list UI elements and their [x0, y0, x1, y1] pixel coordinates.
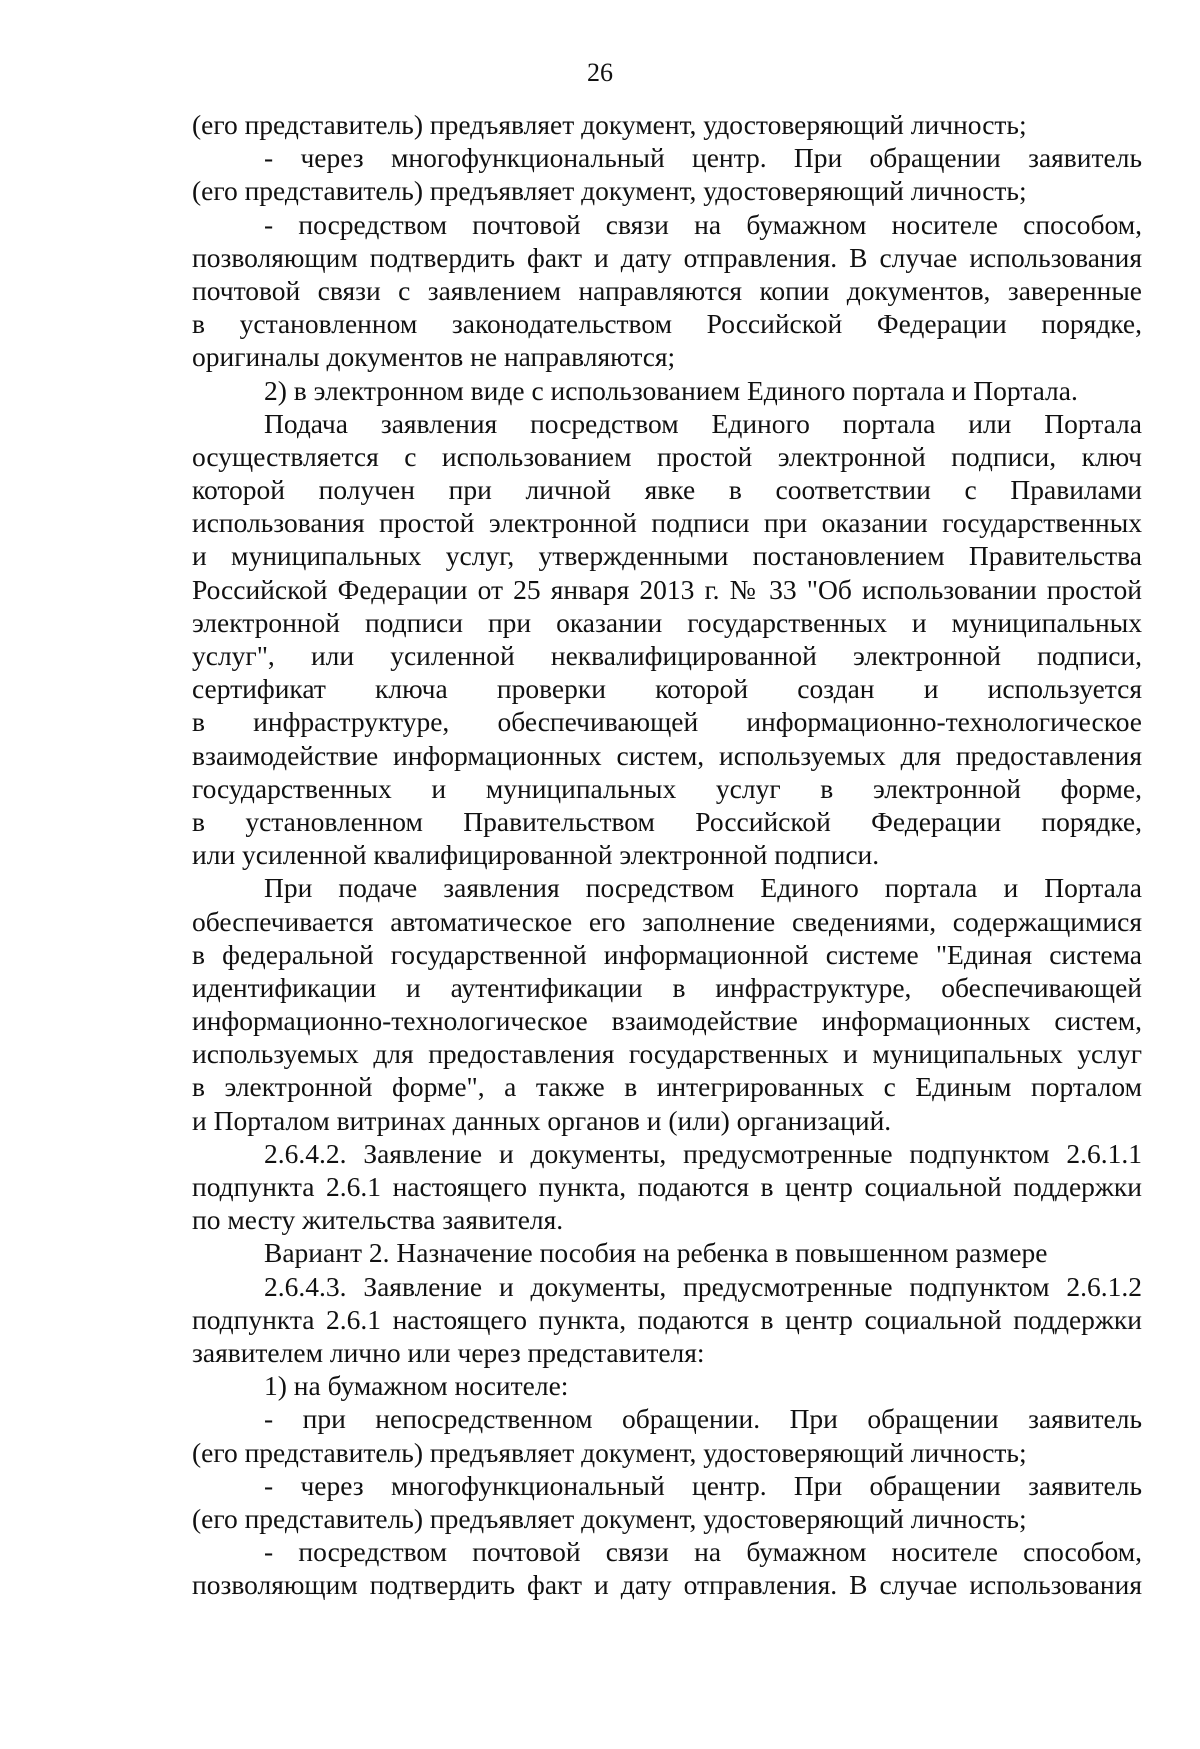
text-line: в инфраструктуре, обеспечивающей информационно-технологическое	[192, 706, 1142, 738]
text-line: идентификации и аутентификации в инфраструктуре, обеспечивающей	[192, 971, 1142, 1003]
text-line: по месту жительства заявителя.	[192, 1204, 564, 1236]
text-line: взаимодействие информационных систем, используемых для предоставления	[192, 739, 1142, 771]
text-line: используемых для предоставления государственных и муниципальных услуг	[192, 1038, 1142, 1070]
text-line: - через многофункциональный центр. При обращении заявитель	[264, 1469, 1142, 1501]
text-line: в установленном законодательством Российской Федерации порядке,	[192, 308, 1142, 340]
text-line: Российской Федерации от 25 января 2013 г. № 33 "Об использовании простой	[192, 573, 1142, 605]
text-line: 1) на бумажном носителе:	[264, 1370, 569, 1402]
text-line: Подача заявления посредством Единого портала или Портала	[264, 407, 1142, 439]
text-line: - при непосредственном обращении. При обращении заявитель	[264, 1403, 1142, 1435]
page-number: 26	[587, 58, 613, 87]
text-line: в федеральной государственной информационной системе "Единая система	[192, 938, 1142, 970]
text-line: электронной подписи при оказании государственных и муниципальных	[192, 606, 1142, 638]
text-line: почтовой связи с заявлением направляются копии документов, заверенные	[192, 274, 1142, 306]
text-line: - посредством почтовой связи на бумажном носителе способом,	[264, 208, 1142, 240]
text-line: которой получен при личной явке в соответствии с Правилами	[192, 474, 1142, 506]
text-line: государственных и муниципальных услуг в электронной форме,	[192, 772, 1142, 804]
text-line: информационно-технологическое взаимодействие информационных систем,	[192, 1005, 1142, 1037]
text-line: (его представитель) предъявляет документ, удостоверяющий личность;	[192, 109, 1027, 140]
text-line: подпункта 2.6.1 настоящего пункта, подаются в центр социальной поддержки	[192, 1303, 1142, 1335]
text-line: 2) в электронном виде с использованием Единого портала и Портала.	[264, 374, 1078, 406]
text-line: позволяющим подтвердить факт и дату отправления. В случае использования	[192, 1569, 1142, 1601]
text-line: в электронной форме", а также в интегрированных с Единым порталом	[192, 1071, 1142, 1103]
text-line: в установленном Правительством Российской Федерации порядке,	[192, 805, 1142, 837]
text-line: При подаче заявления посредством Единого портала и Портала	[264, 872, 1142, 904]
document-body	[192, 108, 1142, 1601]
text-line: (его представитель) предъявляет документ, удостоверяющий личность;	[192, 1502, 1027, 1534]
text-line: или усиленной квалифицированной электронной подписи.	[192, 839, 880, 871]
text-line: (его представитель) предъявляет документ, удостоверяющий личность;	[192, 175, 1027, 207]
text-line: позволяющим подтвердить факт и дату отправления. В случае использования	[192, 241, 1142, 273]
text-line: и Порталом витринах данных органов и (или) организаций.	[192, 1104, 892, 1136]
text-line: услуг", или усиленной неквалифицированной электронной подписи,	[192, 640, 1142, 671]
text-line: 2.6.4.3. Заявление и документы, предусмотренные подпунктом 2.6.1.2	[264, 1270, 1142, 1302]
text-line: Вариант 2. Назначение пособия на ребенка в повышенном размере	[264, 1237, 1048, 1269]
text-line: - через многофункциональный центр. При обращении заявитель	[264, 142, 1142, 174]
text-line: сертификат ключа проверки которой создан и используется	[192, 673, 1142, 705]
text-line: и муниципальных услуг, утвержденными постановлением Правительства	[192, 540, 1142, 572]
text-line: (его представитель) предъявляет документ, удостоверяющий личность;	[192, 1436, 1027, 1468]
text-line: осуществляется с использованием простой электронной подписи, ключ	[192, 440, 1142, 472]
text-line: 2.6.4.2. Заявление и документы, предусмотренные подпунктом 2.6.1.1	[264, 1137, 1142, 1169]
text-line: - посредством почтовой связи на бумажном носителе способом,	[264, 1536, 1142, 1568]
text-line: заявителем лично или через представителя:	[192, 1336, 705, 1368]
text-line: обеспечивается автоматическое его заполнение сведениями, содержащимися	[192, 905, 1142, 937]
text-line: оригиналы документов не направляются;	[192, 341, 676, 373]
text-line: использования простой электронной подписи при оказании государственных	[192, 507, 1142, 539]
text-line: подпункта 2.6.1 настоящего пункта, подаются в центр социальной поддержки	[192, 1171, 1142, 1202]
